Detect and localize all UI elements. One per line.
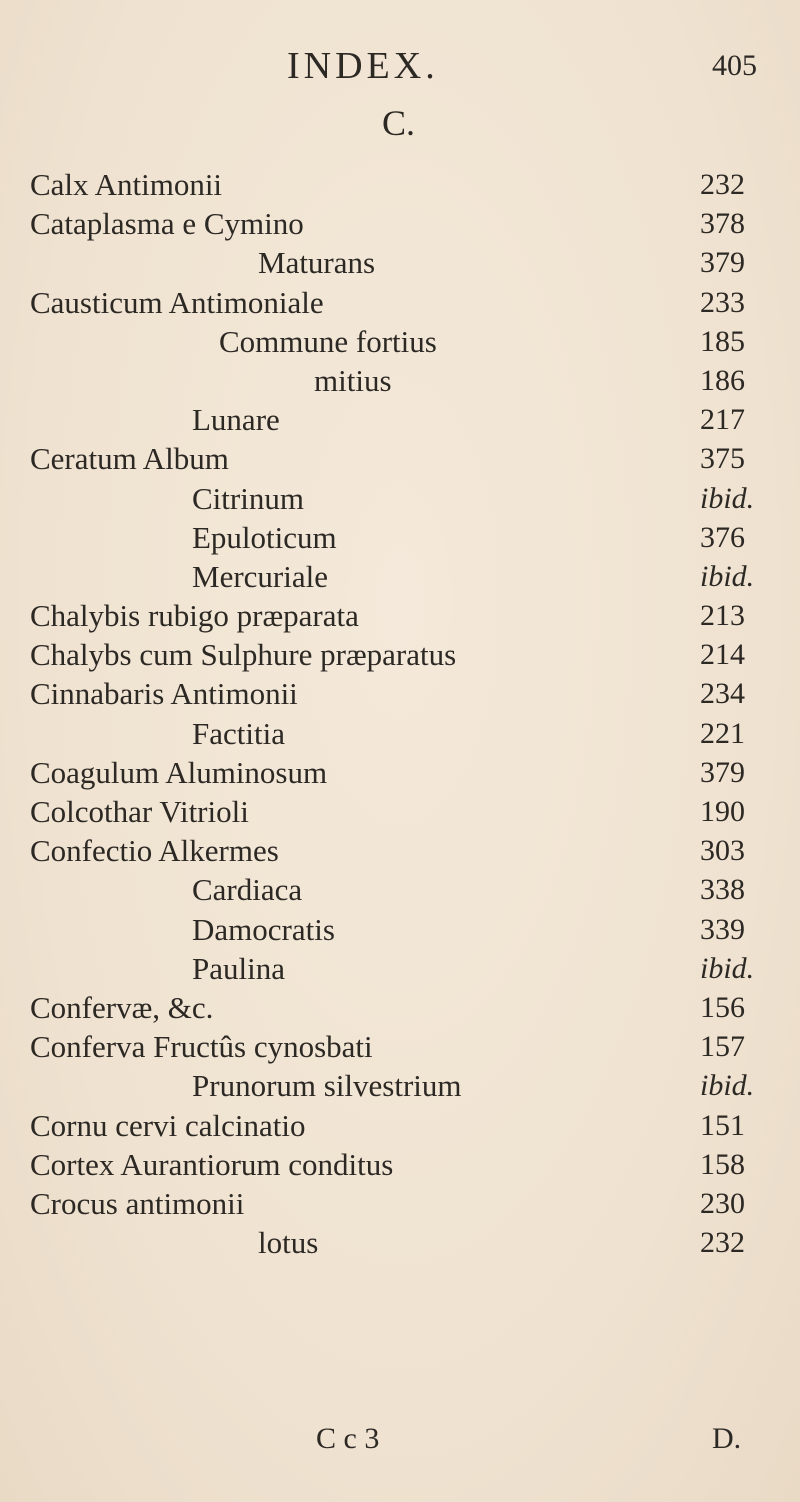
index-entry	[0, 716, 800, 755]
index-entry	[0, 912, 800, 951]
entry-page: ibid.	[700, 951, 755, 985]
entry-page: 375	[700, 442, 745, 476]
catchword: D.	[712, 1422, 742, 1455]
entry-term: Confectio Alkermes	[30, 833, 279, 869]
entry-term: Lunare	[192, 402, 280, 438]
section-letter: C.	[382, 103, 416, 143]
entry-term: Damocratis	[192, 911, 335, 947]
entry-term: Calx Antimonii	[30, 167, 223, 202]
entry-page: 190	[700, 795, 745, 828]
index-entry	[0, 1186, 800, 1225]
entry-term: Chalybs cum Sulphure præparatus	[30, 637, 457, 673]
index-entry	[0, 1147, 800, 1186]
entry-term: Maturans	[258, 245, 376, 281]
entry-term: Prunorum silvestrium	[192, 1068, 462, 1104]
entry-term: mitius	[314, 362, 392, 398]
entry-page: 158	[700, 1147, 745, 1181]
entry-page: ibid.	[700, 559, 755, 593]
index-entry	[0, 481, 800, 520]
entry-term: Cornu cervi calcinatio	[30, 1107, 306, 1143]
index-entry	[0, 1108, 800, 1147]
index-entry	[0, 363, 800, 402]
index-entry	[0, 1225, 800, 1264]
entry-page: 379	[700, 755, 745, 789]
index-entry	[0, 951, 800, 990]
index-entry	[0, 1068, 800, 1107]
entry-page: ibid.	[700, 481, 755, 515]
index-entry	[0, 755, 800, 794]
entry-term: Cardiaca	[192, 872, 303, 908]
index-entry	[0, 402, 800, 441]
entry-term: Ceratum Album	[30, 441, 229, 477]
entry-term: lotus	[258, 1225, 319, 1261]
index-entry	[0, 990, 800, 1029]
entry-page: ibid.	[700, 1069, 755, 1103]
entry-term: Colcothar Vitrioli	[30, 794, 249, 829]
entry-page: 230	[700, 1186, 745, 1220]
entry-page: 214	[700, 638, 745, 672]
index-entry	[0, 559, 800, 598]
page-number: 405	[712, 49, 757, 82]
entry-page: 217	[700, 403, 745, 437]
index-entry	[0, 167, 800, 206]
index-entry	[0, 676, 800, 715]
entry-page: 234	[700, 677, 745, 711]
index-entry	[0, 637, 800, 676]
entry-page: 338	[700, 873, 745, 907]
entry-term: Crocus antimonii	[30, 1185, 245, 1221]
entry-page: 156	[700, 990, 745, 1024]
entry-term: Cataplasma e Cymino	[30, 206, 304, 242]
index-entry	[0, 206, 800, 245]
entry-term: Factitia	[192, 715, 285, 751]
entry-page: 185	[700, 324, 745, 358]
index-entries	[0, 167, 800, 1264]
index-title: INDEX.	[287, 45, 439, 87]
index-entry	[0, 794, 800, 833]
entry-term: Chalybis rubigo præparata	[30, 598, 359, 634]
index-entry	[0, 441, 800, 480]
entry-term: Mercuriale	[192, 558, 328, 594]
entry-term: Epuloticum	[192, 519, 337, 555]
entry-page: 378	[700, 207, 745, 241]
index-entry	[0, 598, 800, 637]
index-entry	[0, 520, 800, 559]
index-entry	[0, 285, 800, 324]
index-entry	[0, 324, 800, 363]
entry-page: 379	[700, 246, 745, 280]
entry-term: Commune fortius	[219, 323, 437, 359]
entry-page: 213	[700, 599, 745, 633]
entry-term: Confervæ, &c.	[30, 989, 214, 1025]
entry-term: Causticum Antimoniale	[30, 284, 324, 320]
entry-page: 186	[700, 363, 745, 397]
entry-term: Paulina	[192, 950, 285, 986]
entry-page: 232	[700, 168, 745, 201]
entry-term: Citrinum	[192, 480, 304, 516]
entry-term: Coagulum Aluminosum	[30, 754, 328, 790]
entry-page: 232	[700, 1226, 745, 1260]
entry-page: 151	[700, 1108, 745, 1142]
entry-page: 221	[700, 716, 745, 750]
entry-page: 303	[700, 834, 745, 868]
index-entry	[0, 1029, 800, 1068]
index-entry	[0, 872, 800, 911]
signature-mark: C c 3	[316, 1422, 380, 1455]
entry-page: 157	[700, 1030, 745, 1064]
entry-page: 233	[700, 285, 745, 319]
entry-term: Conferva Fructûs cynosbati	[30, 1029, 373, 1065]
index-entry	[0, 833, 800, 872]
entry-term: Cortex Aurantiorum conditus	[30, 1146, 394, 1182]
entry-term: Cinnabaris Antimonii	[30, 676, 298, 712]
entry-page: 376	[700, 520, 745, 554]
index-entry	[0, 245, 800, 284]
entry-page: 339	[700, 912, 745, 946]
